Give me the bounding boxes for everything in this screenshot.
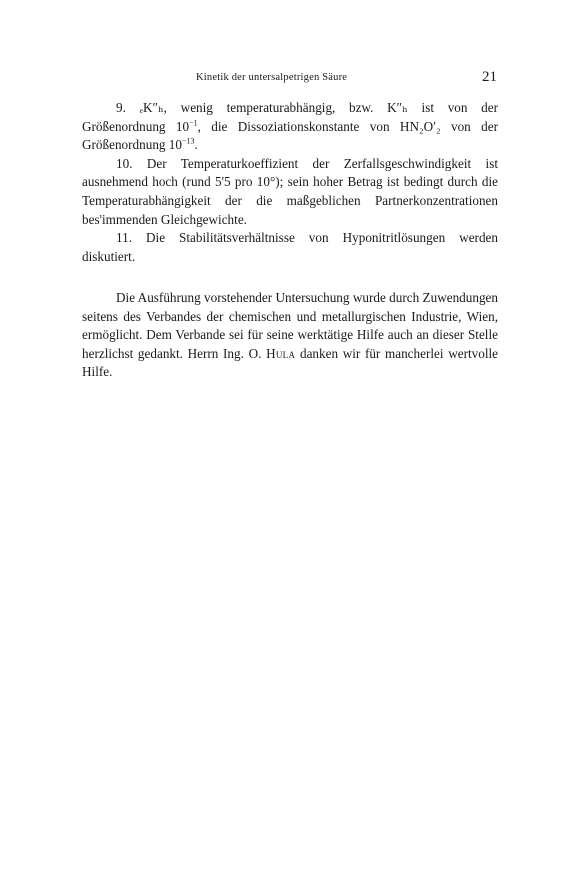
page-number: 21 bbox=[482, 69, 497, 85]
item-9-text-a: wenig temperaturabhängig, bzw. bbox=[180, 100, 374, 115]
running-title: Kinetik der untersalpetrigen Säure bbox=[196, 72, 348, 83]
acknowledgement bbox=[82, 289, 498, 382]
finding-item-11: 11. Die Stabilitätsverhältnisse von Hyponitritlösungen werden diskutiert. bbox=[82, 230, 498, 264]
item-9-text-d: . bbox=[194, 137, 198, 153]
finding-item-9 bbox=[82, 99, 498, 155]
item-9-number: 9. bbox=[116, 100, 126, 115]
findings-list bbox=[82, 99, 498, 266]
acknowledgement-paragraph bbox=[82, 289, 498, 382]
acknowledgement-text-b: danken wir für mancherlei wertvolle Hilfe. bbox=[82, 345, 499, 380]
item-9-exponent-2: −13 bbox=[182, 136, 195, 146]
acknowledgement-text-a: Die Ausführung vorstehender Untersuchung wurde durch Zuwendungen seitens des Verbandes der chemischen und metallurgischen Industrie, Wien, ermöglicht. Dem Verbande sei für seine werktätige Hilfe auch an dieser Stelle herzlichst gedankt. Herrn Ing. O. bbox=[82, 290, 498, 361]
item-9-k-symbol: ₑK″ₕ, bbox=[139, 100, 167, 115]
item-9-text-b: ist von der Größenordnung 10 bbox=[82, 100, 498, 134]
item-9-text-c: , die Dissoziationskonstante von HN₂O′₂ von der Größenordnung 10 bbox=[82, 118, 498, 153]
acknowledged-person-name: Hula bbox=[266, 345, 296, 361]
finding-item-10: 10. Der Temperaturkoeffizient der Zerfallsgeschwindigkeit ist ausnehmend hoch (rund 5'5 pro 10°); sein hoher Betrag ist bedingt durch die Temperaturabhängigkeit der die maßgeblichen Partnerkonzentrationen bes'immenden Gleichgewichte. bbox=[82, 155, 498, 227]
running-head bbox=[0, 69, 576, 89]
item-9-k2-symbol: K″ₕ bbox=[387, 100, 408, 115]
item-9-exponent-1: −1 bbox=[189, 118, 198, 128]
